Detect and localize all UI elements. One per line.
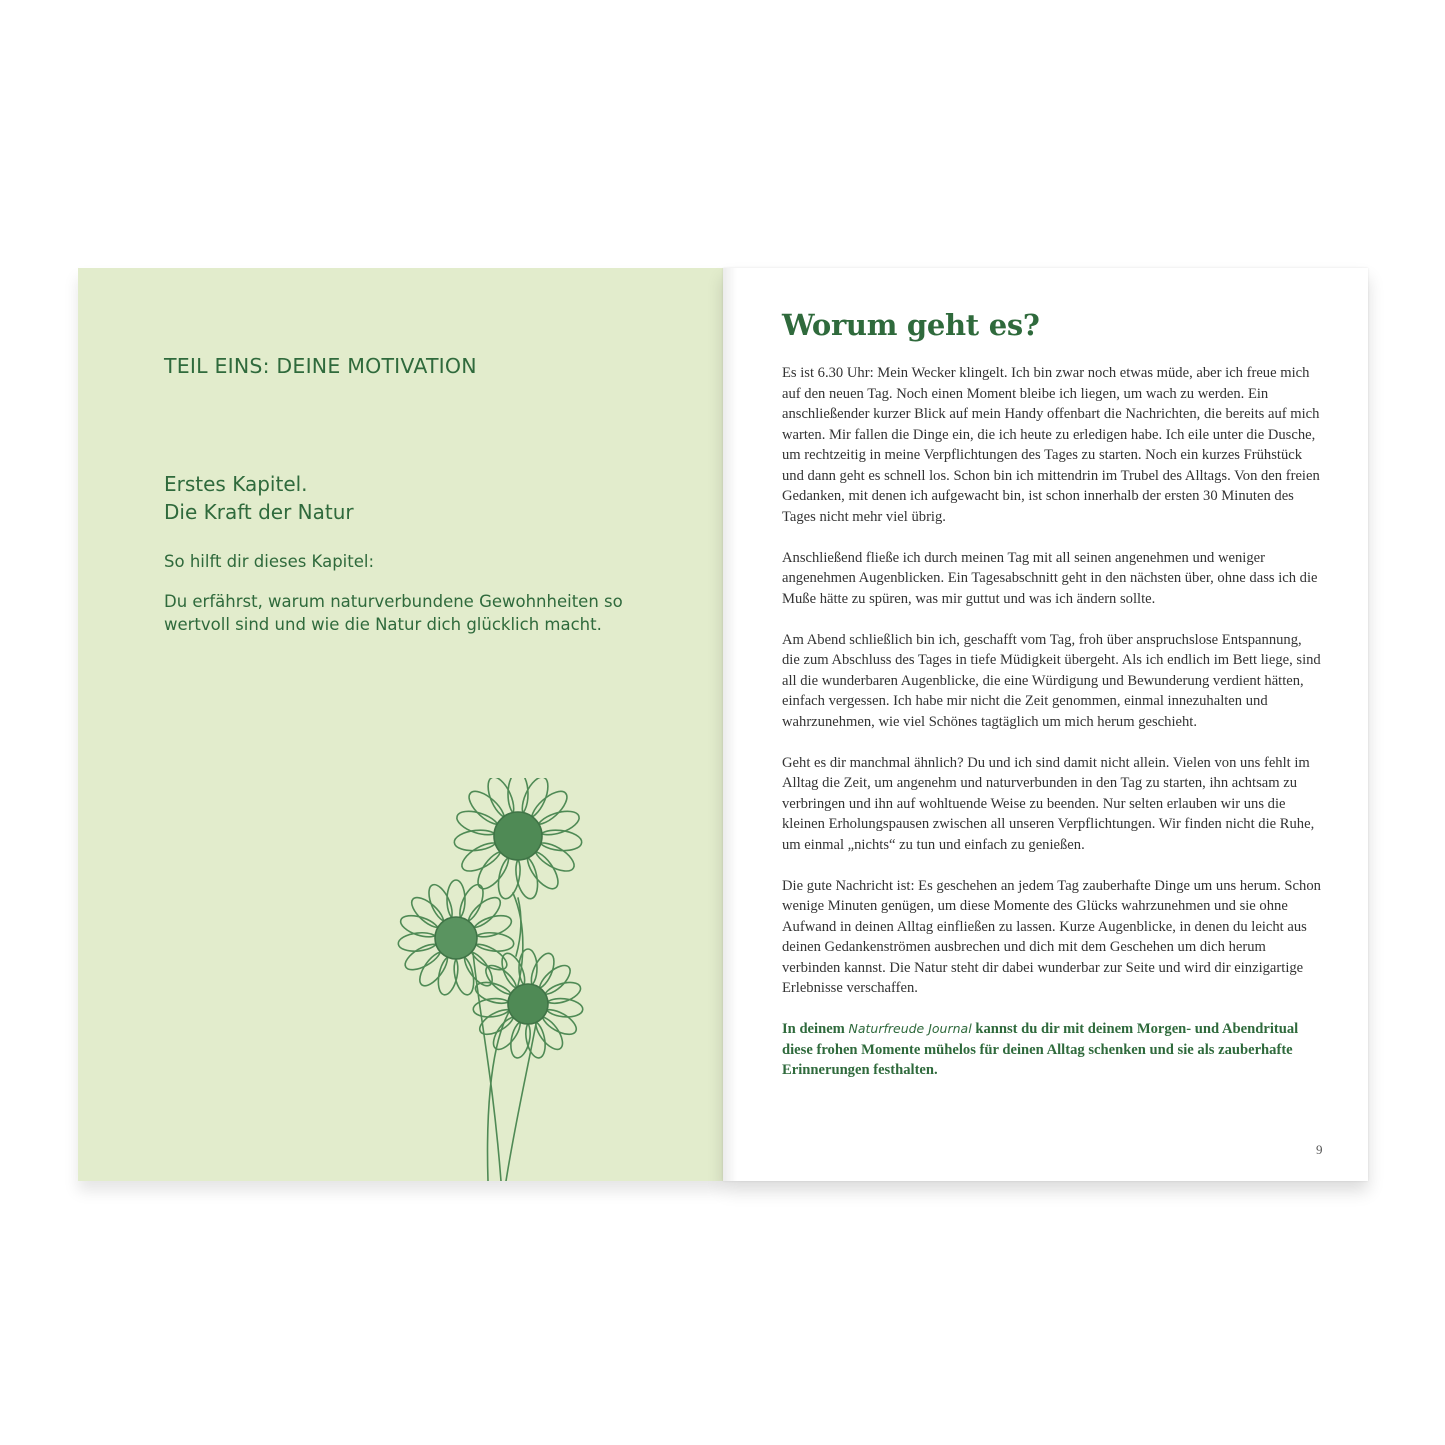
paragraph: Die gute Nachricht ist: Es geschehen an jedem Tag zauberhafte Dinge um uns herum. Schon wenige Minuten genügen, um diese Momente des Glücks wahrzunehmen und sie ohne Aufwand in deinen Alltag einfließen zu lassen. Kurze Augenblicke, in denen du leicht aus deinen Gedankenströmen ausbrechen und dich mit dem Geschehen um dich herum verbinden kannst. Die Natur steht dir dabei wunderbar zur Seite und wird dir einzigartige Erlebnisse verschaffen. <box>782 877 1321 996</box>
help-heading: So hilft dir dieses Kapitel: <box>164 552 375 571</box>
page-number: 9 <box>1316 1142 1323 1157</box>
paragraph: Geht es dir manchmal ähnlich? Du und ich sind damit nicht allein. Vielen von uns fehlt im Alltag die Zeit, um angenehm und naturverbunden in den Tag zu starten, ihn achtsam zu verbringen und ihn auf wohltuende Weise zu beenden. Nur selten erlauben wir uns die kleinen Erholungspausen zwischen all unseren Verpflichtungen. Wir finden nicht die Ruhe, um einmal „nichts“ zu tun und einfach zu genießen. <box>782 754 1315 853</box>
highlight-text-start: In deinem <box>782 1021 849 1037</box>
paragraph: Es ist 6.30 Uhr: Mein Wecker klingelt. Ich bin zwar noch etwas müde, aber ich freue mich auf den neuen Tag. Noch einen Moment bleibe ich liegen, um wach zu werden. Ein anschließender kurzer Blick auf mein Handy offenbart die Nachrichten, die bereits auf mich warten. Mir fallen die Dinge ein, die ich heute zu erledigen habe. Ich eile unter die Dusche, um rechtzeitig in meine Verpflichtungen des Tages zu starten. Noch ein kurzes Frühstück und dann geht es schnell los. Schon bin ich mittendrin im Trubel des Alltags. Von den freien Gedanken, mit denen ich aufgewacht bin, ist schon innerhalb der ersten 30 Minuten des Tages nicht mehr viel übrig. <box>782 365 1320 525</box>
daisy-flowers-icon <box>378 778 608 1181</box>
journal-name: Naturfreude Journal <box>848 1021 972 1036</box>
left-page <box>78 268 723 1181</box>
highlight-paragraph <box>782 1019 1322 1081</box>
paragraph: Anschließend fließe ich durch meinen Tag mit all seinen angenehmen und weniger angenehmen Augenblicken. Ein Tagesabschnitt geht in den nächsten über, ohne dass ich die Muße hätte zu spüren, was mir guttut und was ich ändern sollte. <box>782 549 1318 607</box>
chapter-title <box>164 470 354 526</box>
paragraph: Am Abend schließlich bin ich, geschafft vom Tag, froh über anspruchslose Entspannung, die zum Abschluss des Tages in tiefe Müdigkeit übergeht. Als ich endlich im Bett liege, sind all die wunderbaren Augenblicke, die eine Würdigung und Bewunderung verdient hätten, einfach vergessen. Ich habe mir nicht die Zeit genommen, einmal innezuhalten und wahrzunehmen, wie viel Schönes tagtäglich um mich herum geschieht. <box>782 631 1321 730</box>
chapter-title-line2: Die Kraft der Natur <box>164 500 354 524</box>
part-title: TEIL EINS: DEINE MOTIVATION <box>164 354 477 378</box>
article-title: Worum geht es? <box>782 308 1040 342</box>
help-text: Du erfährst, warum naturverbundene Gewohnheiten so wertvoll sind und wie die Natur dich glücklich macht. <box>164 592 623 634</box>
right-page <box>723 268 1368 1181</box>
article-body <box>782 363 1322 1101</box>
book-spread <box>78 268 1368 1181</box>
chapter-title-line1: Erstes Kapitel. <box>164 472 308 496</box>
highlight-text-end: kannst du dir mit deinem Morgen- und Abendritual diese frohen Momente mühelos für deinen Alltag schenken und sie als zauberhafte Erinnerungen festhalten. <box>782 1021 1299 1078</box>
